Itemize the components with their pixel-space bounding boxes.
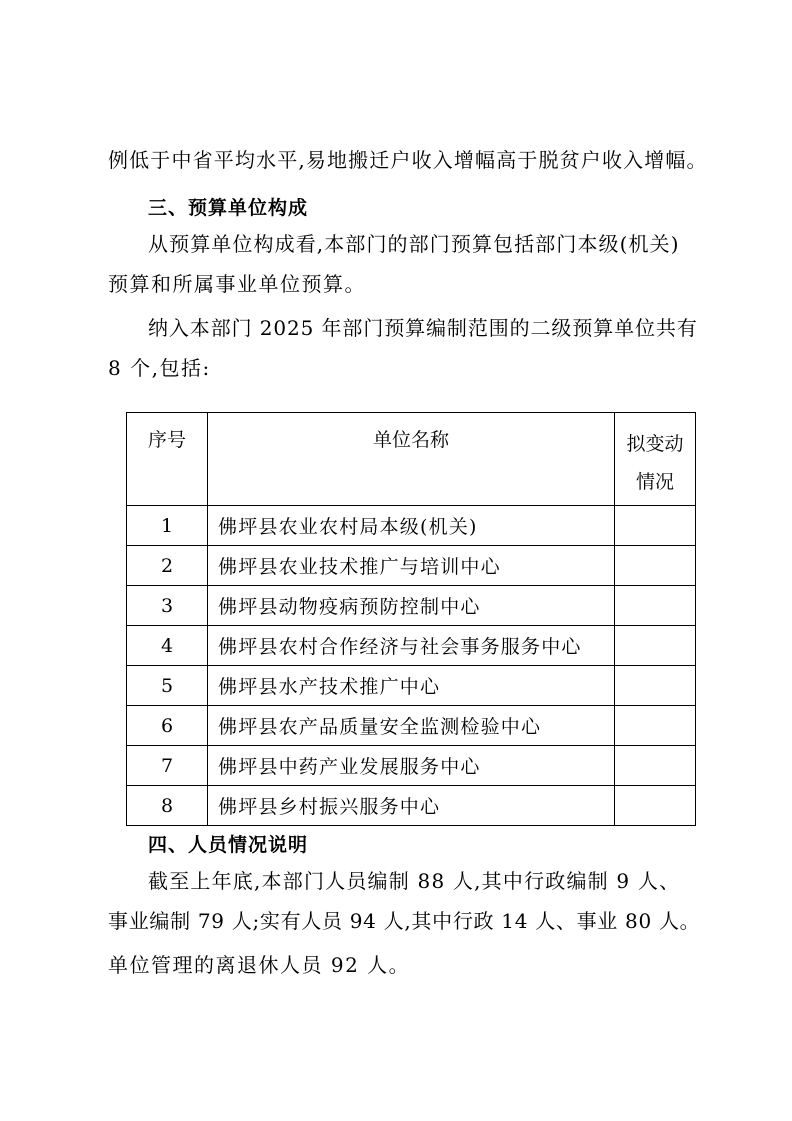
row-unit-name: 佛坪县动物疫病预防控制中心 [208,586,615,626]
table-row [127,626,696,666]
header-planned-change [615,413,696,506]
row-planned-change [615,626,696,666]
row-unit-name: 佛坪县水产技术推广中心 [208,666,615,706]
row-index: 4 [127,626,208,666]
table-header-row [127,413,696,506]
row-unit-name: 佛坪县农业农村局本级(机关) [208,506,615,546]
budget-units-table [126,412,696,826]
row-planned-change [615,786,696,826]
table-row [127,586,696,626]
table-row [127,546,696,586]
section-4-line-2: 事业编制 79 人;实有人员 94 人,其中行政 14 人、事业 80 人。 [108,909,701,933]
row-index: 1 [127,506,208,546]
row-planned-change [615,586,696,626]
row-planned-change [615,506,696,546]
row-index: 2 [127,546,208,586]
section-4-line-3: 单位管理的离退休人员 92 人。 [108,953,411,977]
section-3-paragraph-2-line-1: 纳入本部门 2025 年部门预算编制范围的二级预算单位共有 [148,316,698,340]
table-row [127,666,696,706]
header-planned-change-line-2: 情况 [635,471,674,493]
table-row [127,746,696,786]
row-index: 7 [127,746,208,786]
section-3-heading: 三、预算单位构成 [148,197,309,219]
row-index: 5 [127,666,208,706]
header-index: 序号 [127,413,208,506]
table-row [127,786,696,826]
row-unit-name: 佛坪县农业技术推广与培训中心 [208,546,615,586]
paragraph-continued: 例低于中省平均水平,易地搬迁户收入增幅高于脱贫户收入增幅。 [108,148,708,172]
row-unit-name: 佛坪县中药产业发展服务中心 [208,746,615,786]
table-row [127,506,696,546]
row-unit-name: 佛坪县乡村振兴服务中心 [208,786,615,826]
row-planned-change [615,666,696,706]
row-planned-change [615,546,696,586]
row-planned-change [615,746,696,786]
section-4-heading: 四、人员情况说明 [148,834,309,856]
table-row [127,706,696,746]
section-3-paragraph-1-line-2: 预算和所属事业单位预算。 [108,272,366,296]
section-3-paragraph-1-line-1: 从预算单位构成看,本部门的部门预算包括部门本级(机关) [148,232,680,256]
row-index: 8 [127,786,208,826]
row-planned-change [615,706,696,746]
row-index: 6 [127,706,208,746]
header-planned-change-line-1: 拟变动 [626,433,684,455]
row-index: 3 [127,586,208,626]
section-4-line-1: 截至上年底,本部门人员编制 88 人,其中行政编制 9 人、 [148,869,681,893]
header-unit-name: 单位名称 [208,413,615,506]
row-unit-name: 佛坪县农村合作经济与社会事务服务中心 [208,626,615,666]
row-unit-name: 佛坪县农产品质量安全监测检验中心 [208,706,615,746]
section-3-paragraph-2-line-2: 8 个,包括: [108,356,211,380]
